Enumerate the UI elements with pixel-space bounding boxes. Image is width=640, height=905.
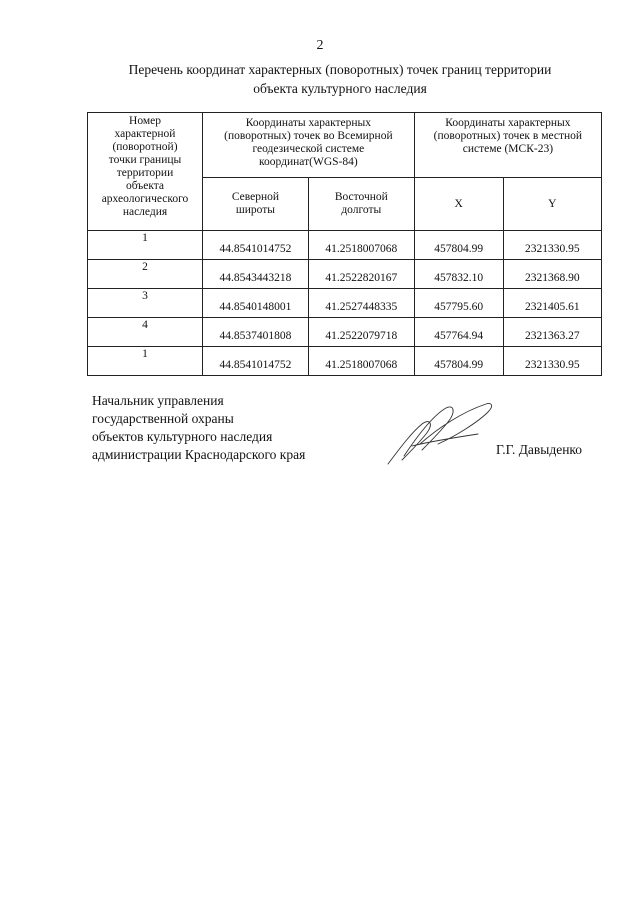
north-cell: 44.8543443218 [203, 260, 309, 289]
document-title [80, 60, 600, 98]
east-cell: 41.2527448335 [308, 289, 414, 318]
point-number-cell: 1 [88, 231, 203, 260]
east-cell: 41.2522820167 [308, 260, 414, 289]
north-cell: 44.8541014752 [203, 347, 309, 376]
y-cell: 2321405.61 [503, 289, 601, 318]
signer-title [92, 392, 305, 464]
point-number-cell: 3 [88, 289, 203, 318]
signer-title-line: государственной охраны [92, 411, 234, 426]
point-number-cell: 1 [88, 347, 203, 376]
header-point-number: Номер характерной (поворотной) точки границы территории объекта археологического наследия [88, 113, 203, 231]
title-line: объекта культурного наследия [253, 81, 427, 96]
signer-title-line: объектов культурного наследия [92, 429, 273, 444]
table-header-row [88, 113, 602, 178]
east-cell: 41.2518007068 [308, 347, 414, 376]
table-row [88, 231, 602, 260]
signer-title-line: администрации Краснодарского края [92, 447, 306, 462]
x-cell: 457795.60 [414, 289, 503, 318]
signer-title-line: Начальник управления [92, 393, 224, 408]
header-wgs84: Координаты характерных (поворотных) точек во Всемирной геодезической системе координат(WGS-84) [203, 113, 415, 178]
east-cell: 41.2518007068 [308, 231, 414, 260]
header-x: X [414, 178, 503, 231]
y-cell: 2321330.95 [503, 347, 601, 376]
table-row [88, 347, 602, 376]
table-row [88, 260, 602, 289]
signer-name: Г.Г. Давыденко [496, 442, 583, 457]
header-msk23: Координаты характерных (поворотных) точек в местной системе (МСК-23) [414, 113, 601, 178]
header-north-latitude: Северной широты [203, 178, 309, 231]
x-cell: 457764.94 [414, 318, 503, 347]
y-cell: 2321330.95 [503, 231, 601, 260]
point-number-cell: 4 [88, 318, 203, 347]
north-cell: 44.8540148001 [203, 289, 309, 318]
north-cell: 44.8541014752 [203, 231, 309, 260]
header-y: Y [503, 178, 601, 231]
x-cell: 457804.99 [414, 231, 503, 260]
header-east-longitude: Восточной долготы [308, 178, 414, 231]
title-line: Перечень координат характерных (поворотных) точек границ территории [128, 62, 552, 77]
point-number-cell: 2 [88, 260, 203, 289]
x-cell: 457804.99 [414, 347, 503, 376]
y-cell: 2321368.90 [503, 260, 601, 289]
east-cell: 41.2522079718 [308, 318, 414, 347]
coordinates-table [87, 112, 602, 376]
page-number: 2 [316, 38, 324, 53]
y-cell: 2321363.27 [503, 318, 601, 347]
handwritten-signature [382, 398, 498, 470]
table-row [88, 289, 602, 318]
table-row [88, 318, 602, 347]
x-cell: 457832.10 [414, 260, 503, 289]
north-cell: 44.8537401808 [203, 318, 309, 347]
